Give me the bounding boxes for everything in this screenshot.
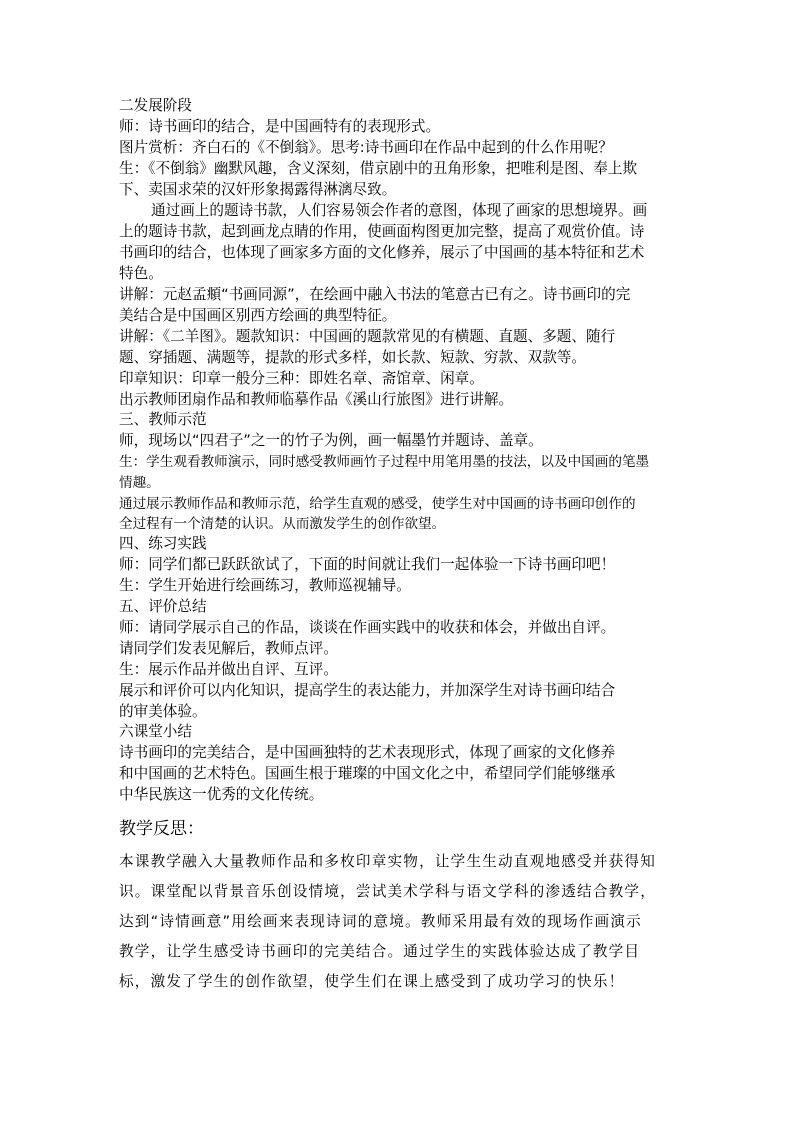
paragraph-line: 中华民族这一优秀的文化传统。 <box>119 786 324 803</box>
paragraph-line: 特色。 <box>119 265 163 282</box>
section-heading-evaluation: 五、评价总结 <box>119 598 207 615</box>
paragraph-line: 师：同学们都已跃跃欲试了，下面的时间就让我们一起体验一下诗书画印吧！ <box>119 556 616 573</box>
paragraph-line: 生：《不倒翁》幽默风趣，含义深刻，借京剧中的丑角形象，把唯利是图、奉上欺 <box>119 160 638 177</box>
paragraph-line: 讲解：《二羊图》。题款知识：中国画的题款常见的有横题、直题、多题、随行 <box>119 328 616 345</box>
paragraph-line: 师：诗书画印的结合，是中国画特有的表现形式。 <box>119 118 441 135</box>
reflection-heading: 教学反思： <box>119 819 204 839</box>
paragraph-line: 的审美体验。 <box>119 703 207 720</box>
reflection-line: 达到“诗情画意”用绘画来表现诗词的意境。教师采用最有效的现场作画演示 <box>119 913 642 930</box>
reflection-line: 标，激发了学生的创作欲望，使学生们在课上感受到了成功学习的快乐！ <box>119 973 625 990</box>
paragraph-line: 书画印的结合，也体现了画家多方面的文化修养，展示了中国画的基本特征和艺术 <box>119 244 645 261</box>
paragraph-line: 展示和评价可以内化知识，提高学生的表达能力，并加深学生对诗书画印结合 <box>119 682 616 699</box>
paragraph-line: 生：展示作品并做出自评、互评。 <box>119 661 338 678</box>
paragraph-line: 出示教师团扇作品和教师临摹作品《溪山行旅图》进行讲解。 <box>119 391 514 408</box>
paragraph-line: 讲解：元赵孟頫“书画同源”，在绘画中融入书法的笔意古已有之。诗书画印的完 <box>119 286 631 303</box>
paragraph-line: 题、穿插题、满题等，提款的形式多样，如长款、短款、穷款、双款等。 <box>119 349 587 366</box>
paragraph-line: 全过程有一个清楚的认识。从而激发学生的创作欲望。 <box>119 516 446 532</box>
section-heading-practice: 四、练习实践 <box>119 535 207 552</box>
paragraph-line: 上的题诗书款，起到画龙点睛的作用，使画面构图更加完整，提高了观赏价值。诗 <box>119 223 645 240</box>
paragraph-line: 和中国画的艺术特色。国画生根于璀璨的中国文化之中，希望同学们能够继承 <box>119 765 616 782</box>
section-heading-summary: 六课堂小结 <box>119 723 192 740</box>
paragraph-line: 师：请同学展示自己的作品，谈谈在作画实践中的收获和体会，并做出自评。 <box>119 619 616 636</box>
section-heading-demonstration: 三、教师示范 <box>119 411 207 428</box>
reflection-line: 本课教学融入大量教师作品和多枚印章实物，让学生生动直观地感受并获得知 <box>119 853 656 870</box>
paragraph-line: 下、卖国求荣的汉奸形象揭露得淋漓尽致。 <box>119 181 397 198</box>
paragraph-line: 情趣。 <box>119 475 160 491</box>
section-heading-development: 二发展阶段 <box>119 97 192 114</box>
paragraph-line: 图片赏析：齐白石的《不倒翁》。思考:诗书画印在作品中起到的什么作用呢？ <box>119 139 613 156</box>
paragraph-line: 生：学生开始进行绘画练习，教师巡视辅导。 <box>119 577 411 594</box>
paragraph-line: 生：学生观看教师演示，同时感受教师画竹子过程中用笔用墨的技法，以及中国画的笔墨 <box>119 454 650 470</box>
paragraph-line: 请同学们发表见解后，教师点评。 <box>119 640 338 657</box>
reflection-line: 识。课堂配以背景音乐创设情境，尝试美术学科与语文学科的渗透结合教学， <box>119 883 656 900</box>
reflection-line: 教学，让学生感受诗书画印的完美结合。通过学生的实践体验达成了教学目 <box>119 943 641 960</box>
paragraph-line: 师，现场以“四君子”之一的竹子为例，画一幅墨竹并题诗、盖章。 <box>119 432 543 449</box>
paragraph-line: 诗书画印的完美结合，是中国画独特的艺术表现形式，体现了画家的文化修养 <box>119 744 616 761</box>
paragraph-line: 印章知识：印章一般分三种：即姓名章、斋馆章、闲章。 <box>119 370 484 387</box>
paragraph-line: 通过展示教师作品和教师示范，给学生直观的感受，使学生对中国画的诗书画印创作的 <box>119 496 636 512</box>
paragraph-line: 通过画上的题诗书款，人们容易领会作者的意图，体现了画家的思想境界。画 <box>151 202 648 219</box>
paragraph-line: 美结合是中国画区别西方绘画的典型特征。 <box>119 307 397 324</box>
